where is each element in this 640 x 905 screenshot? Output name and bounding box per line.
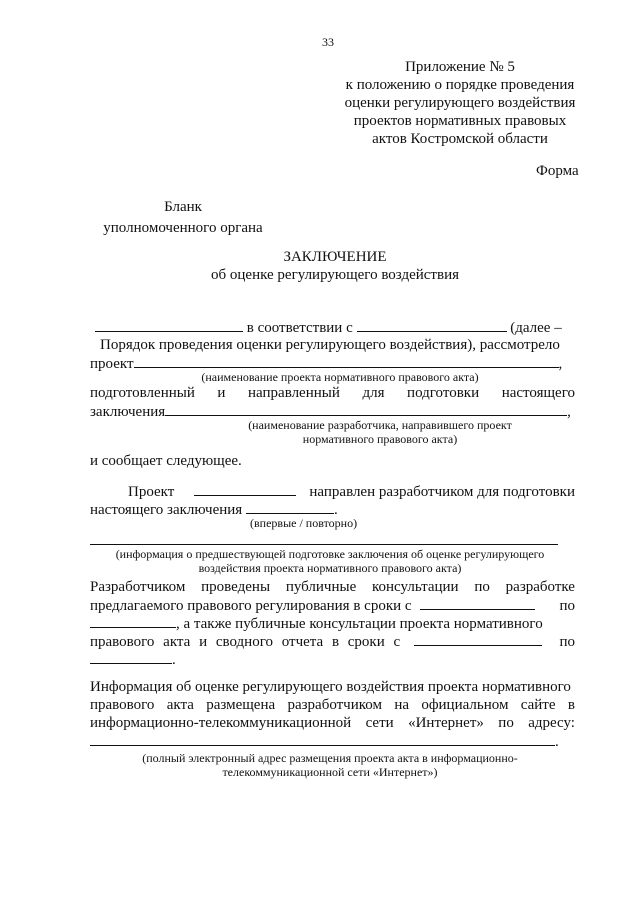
form-label: Форма: [536, 163, 579, 179]
blank-field[interactable]: [420, 596, 535, 610]
word: в: [567, 697, 575, 713]
appendix-line: Приложение № 5: [405, 59, 515, 75]
word: публичные: [285, 579, 357, 595]
text-fragment: правового акта и сводного отчета в сроки с: [90, 634, 401, 650]
info-rule[interactable]: [90, 544, 558, 545]
word: консультации: [372, 579, 459, 595]
caption-line: (наименование разработчика, направившего проект: [248, 418, 512, 432]
para1-line6: и сообщает следующее.: [90, 453, 242, 469]
word: «Интернет»: [408, 715, 484, 731]
word: информационно-телекоммуникационной: [90, 715, 352, 731]
blank-field[interactable]: [194, 482, 296, 496]
blank-field[interactable]: [134, 354, 559, 368]
appendix-line: оценки регулирующего воздействия: [344, 95, 576, 111]
word: настоящего: [501, 385, 575, 401]
word: проведены: [201, 579, 271, 595]
blank-line: уполномоченного органа: [103, 220, 263, 236]
caption: (наименование проекта нормативного правового акта): [201, 370, 479, 384]
para1-line2: Порядок проведения оценки регулирующего воздействия), рассмотрело: [100, 337, 560, 353]
document-title: ЗАКЛЮЧЕНИЕ: [283, 249, 387, 265]
page-number: 33: [322, 35, 334, 49]
text-fragment: , а также публичные консультации проекта нормативного: [176, 616, 543, 632]
para1-line1: [95, 318, 575, 337]
text-fragment: по: [559, 598, 575, 614]
blank-field[interactable]: [357, 318, 507, 332]
word: официальном: [421, 697, 509, 713]
para2-line1: [128, 482, 575, 501]
text-fragment: предлагаемого правового регулирования в сроки с: [90, 598, 412, 614]
blank-field[interactable]: [165, 402, 567, 416]
caption-line: воздействия проекта нормативного правового акта): [198, 561, 462, 575]
appendix-line: к положению о порядке проведения: [345, 77, 575, 93]
text-fragment: направлен разработчиком для подготовки: [309, 484, 575, 500]
word: направленный: [248, 385, 340, 401]
caption-line: телекоммуникационной сети «Интернет»): [222, 765, 438, 779]
word: разработке: [505, 579, 575, 595]
para3-line1: [90, 578, 575, 596]
period: .: [172, 652, 176, 668]
word: правового: [90, 697, 155, 713]
text-fragment: заключения: [90, 404, 166, 420]
word: акта: [166, 697, 194, 713]
word: и: [217, 385, 226, 401]
blank-field[interactable]: [90, 614, 176, 628]
word: сайте: [520, 697, 556, 713]
blank-line: Бланк: [164, 199, 202, 215]
para4-line3: [90, 714, 575, 732]
word: на: [394, 697, 409, 713]
period: .: [555, 734, 559, 750]
blank-field[interactable]: [90, 650, 172, 664]
blank-field[interactable]: [95, 318, 243, 332]
caption-line: (информация о предшествующей подготовке заключения об оценке регулирующего: [115, 547, 545, 561]
para4-line2: [90, 696, 575, 714]
blank-field[interactable]: [246, 500, 334, 514]
blank-field[interactable]: [90, 732, 555, 746]
text-fragment: по: [559, 634, 575, 650]
comma: ,: [558, 356, 563, 372]
para3-line4: [90, 632, 575, 651]
text-fragment: настоящего заключения: [90, 502, 243, 518]
text-fragment: проект: [90, 356, 134, 372]
word: по: [498, 715, 514, 731]
caption: [95, 547, 565, 575]
word: подготовки: [407, 385, 480, 401]
appendix-block: [330, 58, 590, 148]
para4-line1: Информация об оценке регулирующего воздействия проекта нормативного: [90, 679, 571, 695]
word: размещена: [206, 697, 276, 713]
appendix-line: актов Костромской области: [372, 131, 548, 147]
comma: ,: [567, 404, 571, 420]
text-fragment: в соответствии с: [246, 320, 353, 336]
text-fragment: Проект: [128, 484, 175, 500]
caption: [100, 751, 560, 779]
para3-line3: [90, 614, 575, 633]
para4-line4: [90, 732, 559, 751]
caption: (впервые / повторно): [250, 516, 358, 530]
para1-line4: [90, 384, 575, 402]
word: сети: [365, 715, 394, 731]
caption-line: нормативного правового акта): [302, 432, 458, 446]
caption-line: (полный электронный адрес размещения проекта акта в информационно-: [142, 751, 518, 765]
word: Разработчиком: [90, 579, 186, 595]
para3-line2: [90, 596, 575, 615]
period: .: [333, 502, 338, 518]
caption: [210, 418, 550, 446]
word: адресу:: [528, 715, 575, 731]
blank-field[interactable]: [414, 632, 542, 646]
word: для: [362, 385, 385, 401]
text-fragment: (далее –: [510, 320, 562, 336]
authority-blank: [88, 198, 278, 237]
appendix-line: проектов нормативных правовых: [353, 113, 567, 129]
word: по: [474, 579, 490, 595]
document-subtitle: об оценке регулирующего воздействия: [211, 267, 459, 283]
para3-line5: [90, 650, 176, 669]
word: разработчиком: [287, 697, 382, 713]
word: подготовленный: [90, 385, 195, 401]
